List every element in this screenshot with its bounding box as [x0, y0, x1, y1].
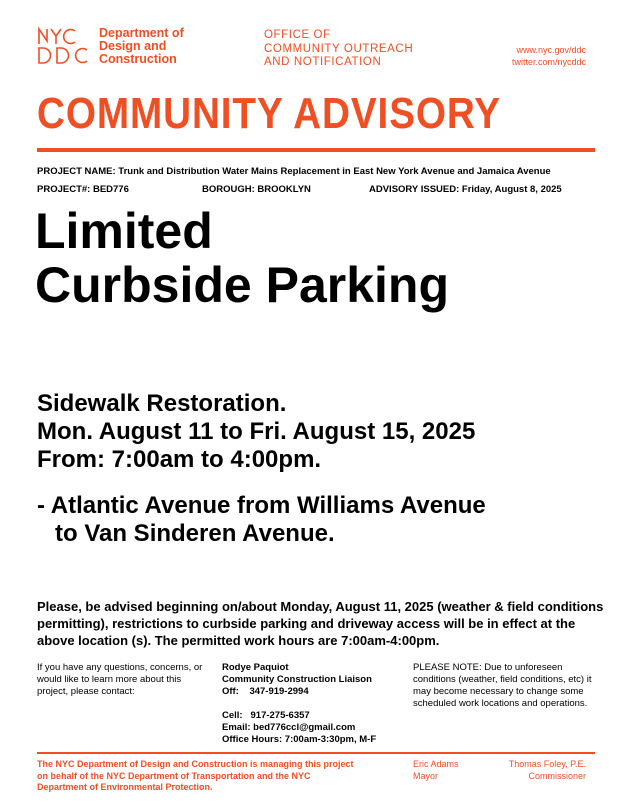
website-link[interactable]: www.nyc.gov/ddc	[516, 45, 586, 55]
project-borough: BOROUGH: BROOKLYN	[202, 184, 311, 195]
advisory-issued: ADVISORY ISSUED: Friday, August 8, 2025	[369, 184, 562, 195]
contact-email[interactable]: Email: bed776ccl@gmail.com	[222, 722, 356, 733]
nyc-ddc-logo	[37, 26, 93, 66]
please-note: PLEASE NOTE: Due to unforeseen conditions (weather, field conditions, etc) it may become necessary to change some scheduled work locations and operations.	[413, 662, 592, 709]
twitter-link[interactable]: twitter.com/nycddc	[511, 57, 586, 67]
mayor-credit: Eric Adams Mayor	[413, 759, 459, 781]
office-name: OFFICE OF COMMUNITY OUTREACH AND NOTIFICATION	[264, 29, 414, 68]
divider	[37, 148, 595, 152]
work-location: - Atlantic Avenue from Williams Avenue to Van Sinderen Avenue.	[37, 492, 486, 547]
contact-role: Community Construction Liaison	[222, 674, 372, 685]
contact-name: Rodye Paquiot	[222, 662, 289, 673]
footer-divider	[37, 752, 595, 754]
advisory-title: Limited Curbside Parking	[35, 203, 449, 313]
contact-hours: Office Hours: 7:00am-3:30pm, M-F	[222, 734, 377, 745]
commissioner-credit: Thomas Foley, P.E. Commissioner	[508, 759, 586, 781]
advisory-banner: COMMUNITY ADVISORY	[37, 89, 502, 138]
contact-intro: If you have any questions, concerns, or would like to learn more about this project, please contact:	[37, 662, 203, 697]
department-name: Department of Design and Construction	[99, 26, 184, 66]
project-number: PROJECT#: BED776	[37, 184, 129, 195]
header-links	[512, 44, 586, 68]
contact-cell-phone: Cell: 917-275-6357	[222, 710, 310, 721]
footer-statement: The NYC Department of Design and Construction is managing this project on behalf of the NYC Department of Transportation and the NYC Department of Environmental Protection.	[37, 759, 354, 792]
work-details: Sidewalk Restoration. Mon. August 11 to Fri. August 15, 2025 From: 7:00am to 4:00pm.	[37, 390, 476, 473]
project-name: PROJECT NAME: Trunk and Distribution Water Mains Replacement in East New York Avenue and Jamaica Avenue	[37, 166, 551, 177]
contact-office-phone: Off: 347-919-2994	[222, 686, 309, 697]
advisory-notice: Please, be advised beginning on/about Monday, August 11, 2025 (weather & field conditions permitting), restrictions to curbside parking and driveway access will be in effect at the above location (s). The permitted work hours are 7:00am-4:00pm.	[37, 599, 604, 648]
contact-details	[222, 662, 412, 746]
